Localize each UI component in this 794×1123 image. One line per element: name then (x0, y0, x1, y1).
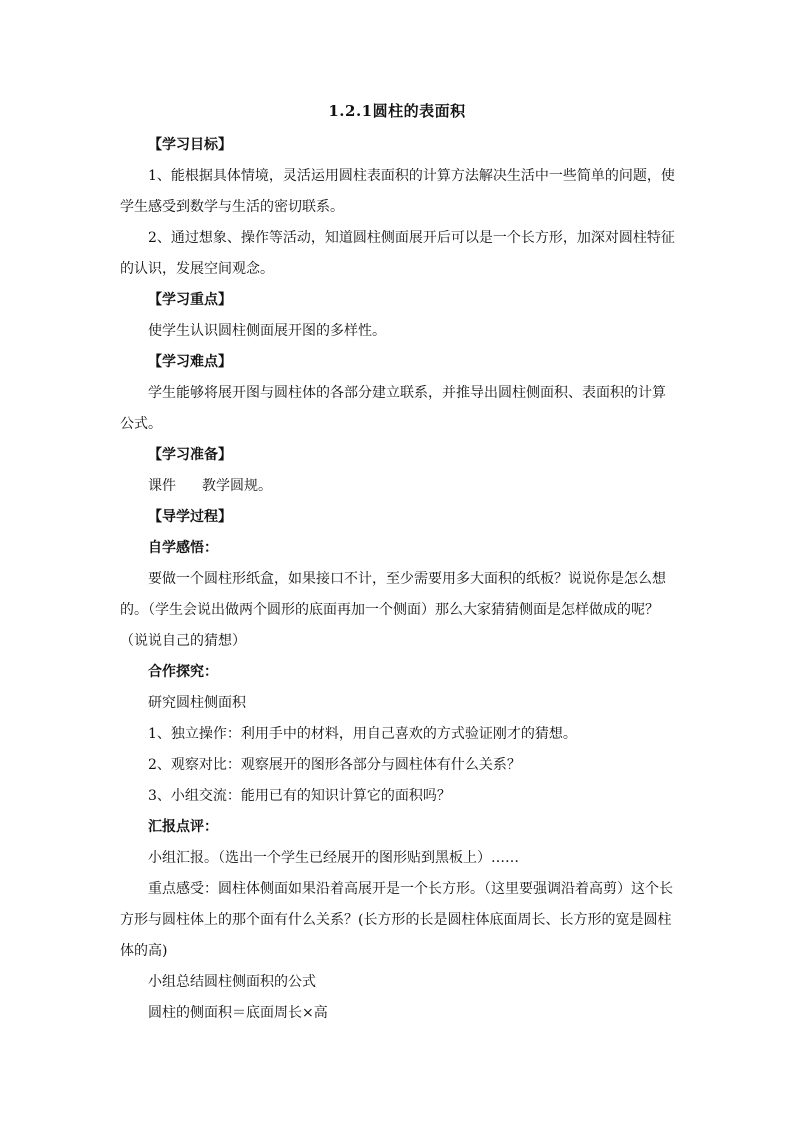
self-study-heading: 自学感悟： (148, 540, 218, 556)
process-heading: 【导学过程】 (148, 509, 232, 525)
focus-heading: 【学习重点】 (148, 292, 232, 308)
report-text-1: 小组汇报。（选出一个学生已经展开的图形贴到黑板上）…… (148, 850, 519, 866)
goal-heading: 【学习目标】 (148, 137, 232, 153)
coop-step-1: 1、独立操作：利用手中的材料，用自己喜欢的方式验证刚才的猜想。 (148, 726, 577, 742)
page-title: 1.2.1圆柱的表面积 (328, 102, 466, 120)
document-body (120, 130, 676, 1029)
coop-step-2: 2、观察对比：观察展开的图形各部分与圆柱体有什么关系？ (148, 757, 521, 773)
report-heading: 汇报点评： (148, 819, 218, 835)
formula-text: 圆柱的侧面积＝底面周长×高 (148, 1005, 328, 1021)
prep-heading: 【学习准备】 (148, 447, 232, 463)
coop-intro: 研究圆柱侧面积 (148, 695, 246, 711)
goal-item-1: 1、能根据具体情境，灵活运用圆柱表面积的计算方法解决生活中一些简单的问题，使学生感受到数学与生活的密切联系。 (120, 168, 675, 215)
goal-item-2: 2、通过想象、操作等活动，知道圆柱侧面展开后可以是一个长方形，加深对圆柱特征的认识，发展空间观念。 (120, 230, 675, 277)
prep-line (120, 471, 676, 502)
prep-item-1: 课件 (148, 478, 176, 494)
focus-text: 使学生认识圆柱侧面展开图的多样性。 (148, 323, 386, 339)
difficulty-text: 学生能够将展开图与圆柱体的各部分建立联系，并推导出圆柱侧面积、表面积的计算公式。 (120, 385, 666, 432)
self-study-text: 要做一个圆柱形纸盒，如果接口不计，至少需要用多大面积的纸板？说说你是怎么想的。（学生会说出做两个圆形的底面再加一个侧面）那么大家猜猜侧面是怎样做成的呢？（说说自己的猜想） (120, 571, 666, 649)
coop-heading: 合作探究： (148, 664, 218, 680)
coop-step-3: 3、小组交流：能用已有的知识计算它的面积吗？ (148, 788, 451, 804)
summary-text: 小组总结圆柱侧面积的公式 (148, 974, 316, 990)
prep-item-2: 教学圆规。 (202, 478, 272, 494)
difficulty-heading: 【学习难点】 (148, 354, 232, 370)
report-text-2: 重点感受：圆柱体侧面如果沿着高展开是一个长方形。（这里要强调沿着高剪）这个长方形与圆柱体上的那个面有什么关系？(长方形的长是圆柱体底面周长、长方形的宽是圆柱体的高) (120, 881, 673, 959)
